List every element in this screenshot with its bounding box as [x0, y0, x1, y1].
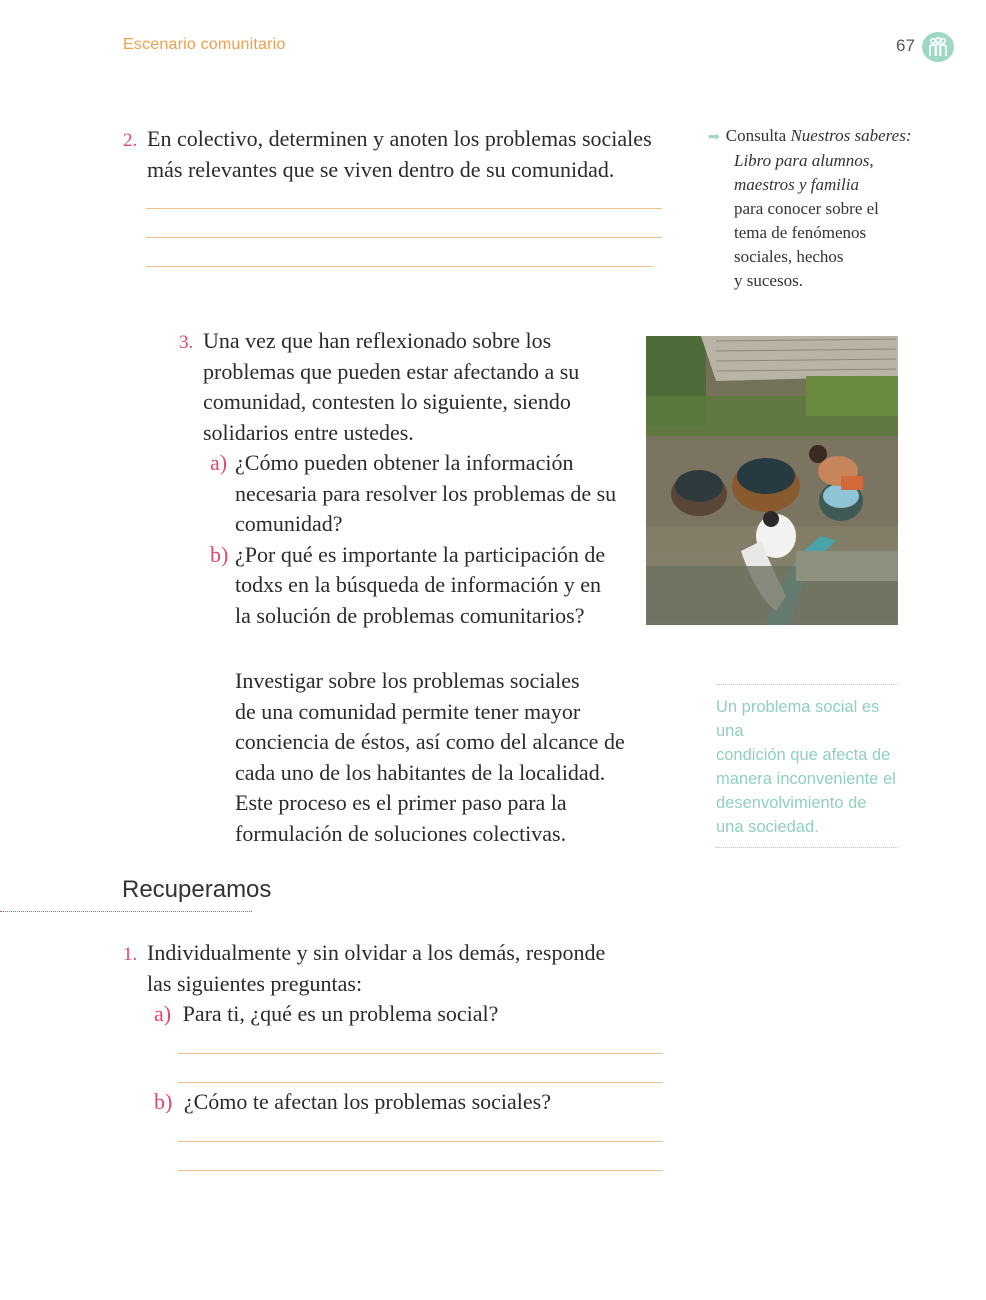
item-text: todxs en la búsqueda de información y en [235, 572, 601, 597]
item-b [154, 1087, 551, 1118]
item-letter: a) [154, 1001, 172, 1026]
section-divider [0, 911, 252, 912]
item-text: Para ti, ¿qué es un problema social? [182, 1001, 499, 1026]
question-text: solidarios entre ustedes. [203, 419, 414, 445]
community-people-icon [922, 32, 954, 62]
answer-line[interactable] [178, 1170, 663, 1171]
answer-line[interactable] [146, 208, 662, 209]
question-number: 2. [123, 130, 138, 151]
book-title: Libro para alumnos, [734, 151, 874, 170]
definition-line: Un problema social es una [716, 698, 880, 740]
question-text: más relevantes que se viven dentro de su comunidad. [147, 156, 615, 182]
sidebar-text: y sucesos. [734, 271, 803, 290]
arrow-right-icon: ➡ [708, 129, 720, 145]
answer-line[interactable] [178, 1053, 663, 1054]
book-title: Nuestros saberes: [790, 126, 912, 145]
question-2 [123, 124, 663, 185]
item-text: comunidad? [235, 511, 343, 536]
question-text: Individualmente y sin olvidar a los demás, responde [147, 940, 606, 965]
question-text: En colectivo, determinen y anoten los problemas sociales [147, 126, 652, 151]
item-text: ¿Cómo pueden obtener la información [235, 450, 574, 475]
item-letter: a) [210, 450, 228, 475]
sidebar-text: Consulta [725, 126, 787, 145]
sidebar-reference-note [708, 124, 928, 293]
answer-line[interactable] [178, 1082, 663, 1083]
item-text: ¿Por qué es importante la participación de [235, 541, 606, 567]
paragraph-line: Este proceso es el primer paso para la [235, 790, 567, 815]
definition-line: condición que afecta de [716, 746, 891, 764]
item-letter: b) [210, 541, 229, 567]
answer-line[interactable] [178, 1141, 663, 1142]
definition-box [716, 684, 898, 848]
question-3 [179, 326, 629, 631]
book-title: maestros y familia [734, 175, 859, 194]
paragraph-line: conciencia de éstos, así como del alcance de [235, 729, 625, 754]
item-a [154, 999, 498, 1030]
question-text: las siguientes preguntas: [147, 970, 363, 996]
question-number: 1. [123, 944, 138, 965]
paragraph-line: cada uno de los habitantes de la localidad. [235, 759, 606, 785]
paragraph-line: formulación de soluciones colectivas. [235, 820, 567, 846]
paragraph-line: de una comunidad permite tener mayor [235, 698, 581, 724]
definition-line: desenvolvimiento de [716, 794, 867, 812]
question-text: Una vez que han reflexionado sobre los [203, 328, 552, 353]
answer-line[interactable] [146, 237, 662, 238]
explanatory-paragraph [235, 666, 635, 849]
recuperamos-question-1 [123, 938, 663, 999]
question-number: 3. [179, 332, 194, 353]
section-title: Recuperamos [122, 876, 272, 903]
section-header: Escenario comunitario [123, 36, 286, 53]
sidebar-text: sociales, hechos [734, 247, 844, 266]
item-text: la solución de problemas comunitarios? [235, 602, 585, 628]
item-text: ¿Cómo te afectan los problemas sociales? [183, 1089, 551, 1114]
sidebar-text: tema de fenómenos [734, 223, 867, 242]
sidebar-text: para conocer sobre el [734, 199, 879, 218]
question-text: comunidad, contesten lo siguiente, siendo [203, 389, 571, 414]
paragraph-line: Investigar sobre los problemas sociales [235, 668, 580, 693]
page-number: 67 [896, 36, 915, 55]
definition-line: una sociedad. [716, 818, 819, 836]
community-photo [646, 336, 898, 625]
item-text: necesaria para resolver los problemas de su [235, 480, 617, 506]
definition-line: manera inconveniente el [716, 770, 896, 788]
item-letter: b) [154, 1089, 173, 1114]
answer-line[interactable] [146, 266, 652, 267]
question-text: problemas que pueden estar afectando a su [203, 358, 580, 384]
